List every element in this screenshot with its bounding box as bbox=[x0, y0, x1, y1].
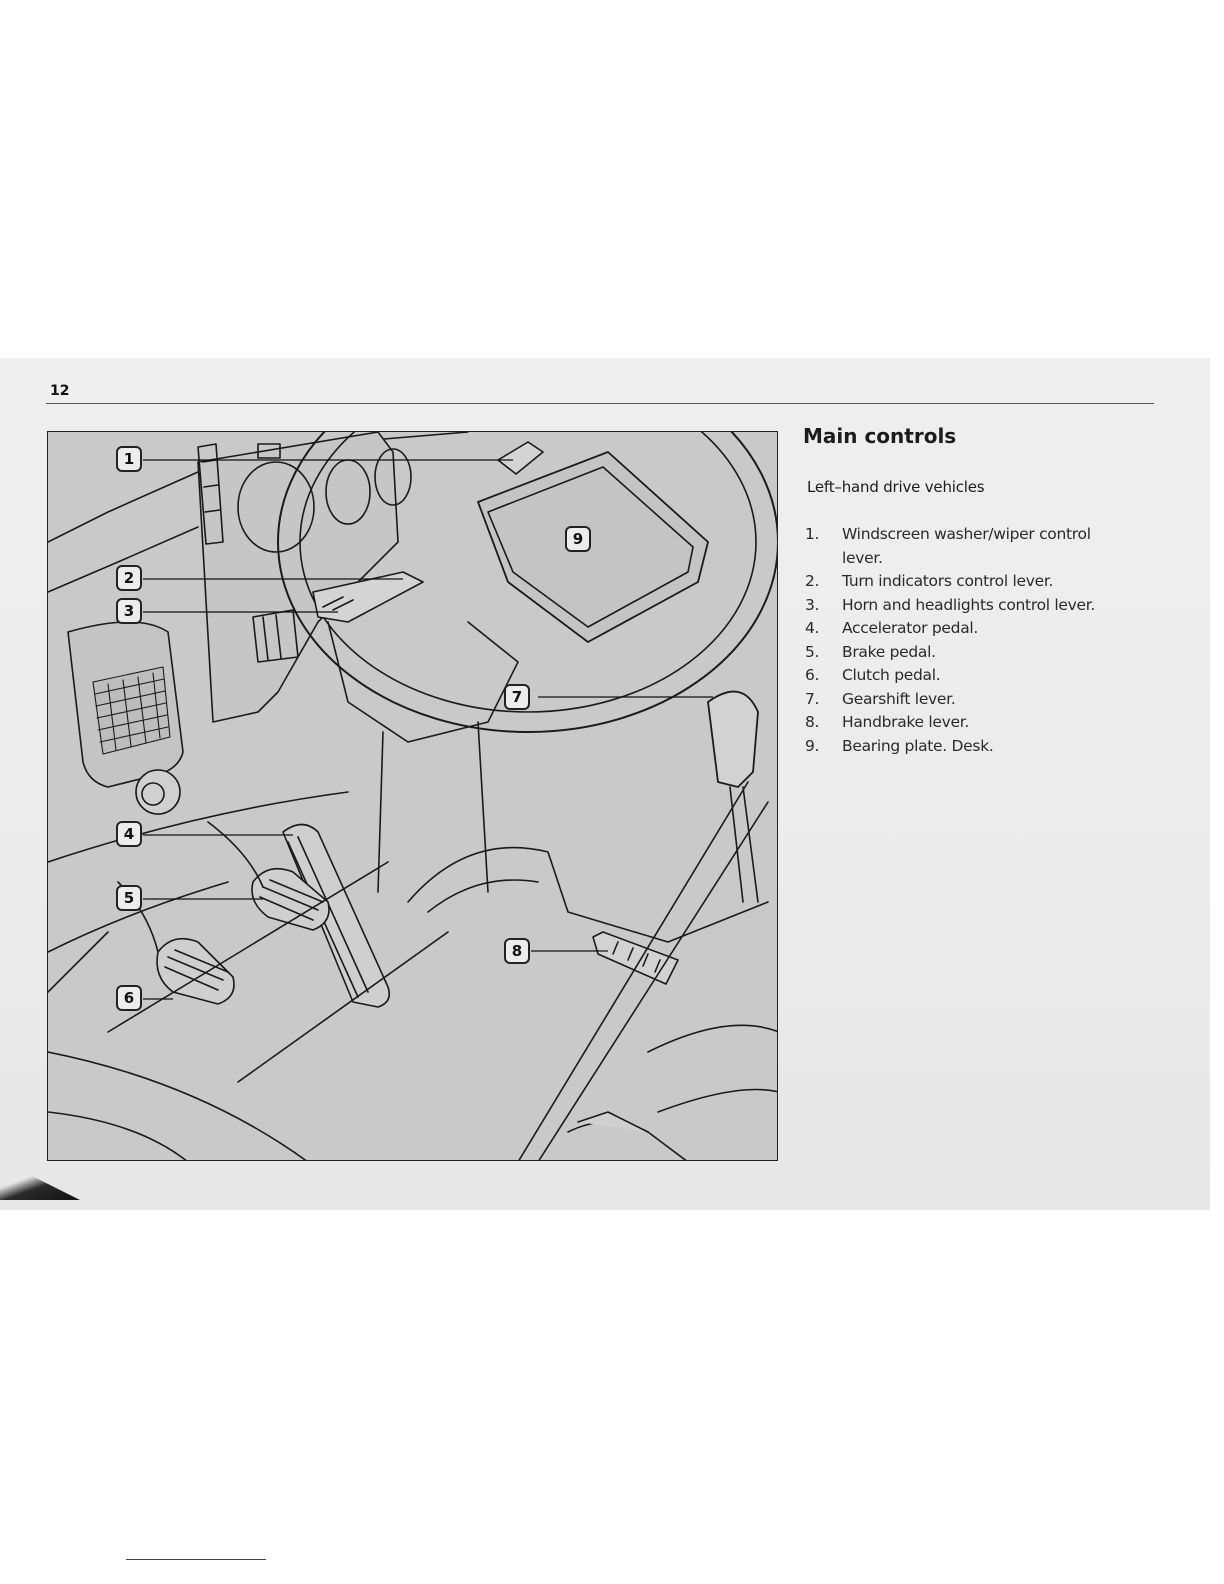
item-number: 8. bbox=[805, 713, 820, 731]
item-number: 3. bbox=[805, 595, 820, 614]
section-subtitle: Left–hand drive vehicles bbox=[807, 478, 985, 496]
item-text: Turn indicators control lever. bbox=[842, 572, 1054, 590]
callout-6: 6 bbox=[116, 985, 142, 1011]
item-text: Brake pedal. bbox=[842, 642, 936, 661]
callout-4: 4 bbox=[116, 821, 142, 847]
callout-8: 8 bbox=[504, 938, 530, 964]
callout-3: 3 bbox=[116, 598, 142, 624]
footnote-rule bbox=[126, 1559, 266, 1560]
list-item bbox=[805, 735, 1135, 759]
item-number: 7. bbox=[805, 689, 820, 708]
controls-illustration bbox=[47, 431, 778, 1161]
callout-1: 1 bbox=[116, 446, 142, 472]
item-text: Clutch pedal. bbox=[842, 666, 941, 684]
item-number: 4. bbox=[805, 619, 820, 637]
list-item bbox=[805, 688, 1135, 712]
item-number: 1. bbox=[805, 525, 820, 543]
page-number: 12 bbox=[50, 383, 70, 399]
list-item bbox=[805, 594, 1135, 618]
callout-2: 2 bbox=[116, 565, 142, 591]
item-number: 6. bbox=[805, 666, 820, 684]
callout-5: 5 bbox=[116, 885, 142, 911]
item-number: 9. bbox=[805, 736, 820, 755]
item-number: 5. bbox=[805, 642, 820, 661]
header-rule bbox=[46, 403, 1154, 404]
item-text: Horn and headlights control lever. bbox=[842, 595, 1096, 614]
list-item bbox=[805, 523, 1135, 570]
item-text: Gearshift lever. bbox=[842, 689, 956, 708]
list-item bbox=[805, 617, 1135, 641]
item-text: Windscreen washer/wiper control lever. bbox=[842, 525, 1091, 567]
list-item bbox=[805, 711, 1135, 735]
list-item bbox=[805, 641, 1135, 665]
controls-list bbox=[805, 523, 1135, 758]
item-text: Accelerator pedal. bbox=[842, 619, 979, 637]
item-text: Bearing plate. Desk. bbox=[842, 736, 994, 755]
section-title: Main controls bbox=[803, 424, 957, 448]
item-text: Handbrake lever. bbox=[842, 713, 970, 731]
cab-line-drawing bbox=[48, 432, 778, 1161]
callout-7: 7 bbox=[504, 684, 530, 710]
item-number: 2. bbox=[805, 572, 820, 590]
list-item bbox=[805, 570, 1135, 594]
callout-9: 9 bbox=[565, 526, 591, 552]
list-item bbox=[805, 664, 1135, 688]
